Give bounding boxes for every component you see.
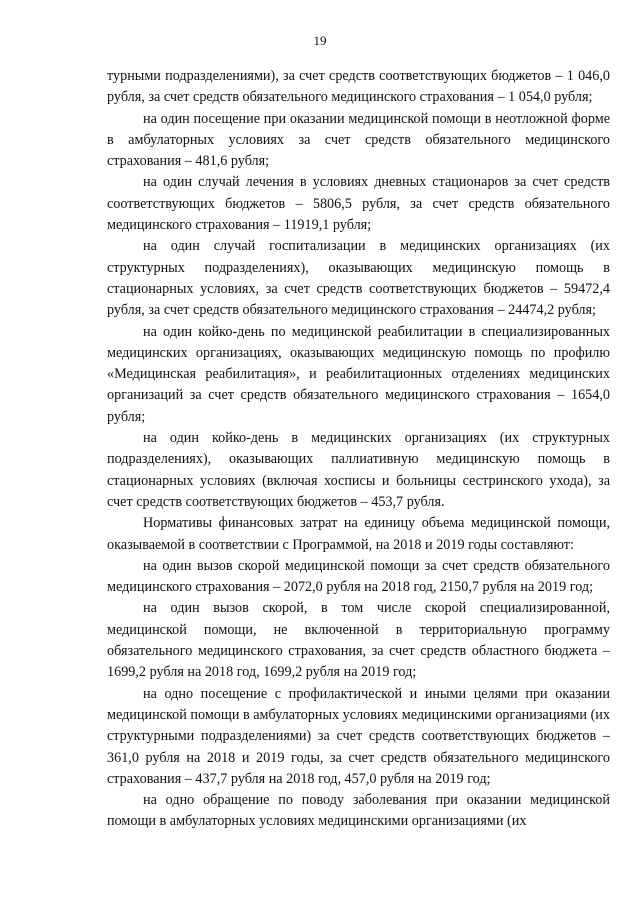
- paragraph: на один посещение при оказании медицинской помощи в неотложной форме в амбулаторных условиях за счет средств обязательного медицинского страхования – 481,6 рубля;: [107, 110, 610, 170]
- page-number: 19: [313, 33, 327, 48]
- paragraph: турными подразделениями), за счет средств соответствующих бюджетов – 1 046,0 рубля, за счет средств обязательного медицинского страхования – 1 054,0 рубля;: [107, 68, 610, 106]
- paragraph: на один случай госпитализации в медицинских организациях (их структурных подразделениях), оказывающих медицинскую помощь в стационарных условиях, за счет средств соответствующих бюджетов – 59472,4 рубля, за счет средств обязательного медицинского страхования – 24474,2 рубля;: [107, 238, 610, 319]
- paragraph: на один койко-день в медицинских организациях (их структурных подразделениях), оказывающих паллиативную медицинскую помощь в стационарных условиях (включая хосписы и больницы сестринского ухода), за счет средств соответствующих бюджетов – 453,7 рубля.: [107, 430, 610, 510]
- paragraph: Нормативы финансовых затрат на единицу объема медицинской помощи, оказываемой в соответствии с Программой, на 2018 и 2019 годы составляют:: [107, 515, 610, 553]
- paragraph: на один вызов скорой, в том числе скорой специализированной, медицинской помощи, не включенной в территориальную программу обязательного медицинского страхования, за счет средств областного бюджета – 1699,2 рубля на 2018 год, 1699,2 рубля на 2019 год;: [107, 600, 610, 681]
- paragraph: на один койко-день по медицинской реабилитации в специализированных медицинских организациях, оказывающих медицинскую помощь по профилю «Медицинская реабилитация», и реабилитационных отделениях медицинских организаций за счет средств обязательного медицинского страхования – 1654,0 рубля;: [107, 323, 610, 425]
- paragraph: на один вызов скорой медицинской помощи за счет средств обязательного медицинского страхования – 2072,0 рубля на 2018 год, 2150,7 рубля на 2019 год;: [107, 557, 610, 596]
- paragraph: на один случай лечения в условиях дневных стационаров за счет средств соответствующих бюджетов – 5806,5 рубля, за счет средств обязательного медицинского страхования – 11919,1 рубля;: [107, 174, 610, 234]
- paragraph: на одно обращение по поводу заболевания при оказании медицинской помощи в амбулаторных условиях медицинскими организациями (их: [107, 792, 610, 830]
- paragraph: на одно посещение с профилактической и иными целями при оказании медицинской помощи в амбулаторных условиях медицинскими организациями (их структурными подразделениями) за счет средств соответствующих бюджетов – 361,0 рубля на 2018 и 2019 годы, за счет средств обязательного медицинского страхования – 437,7 рубля на 2018 год, 457,0 рубля на 2019 год;: [107, 685, 610, 787]
- document-body: [107, 66, 610, 833]
